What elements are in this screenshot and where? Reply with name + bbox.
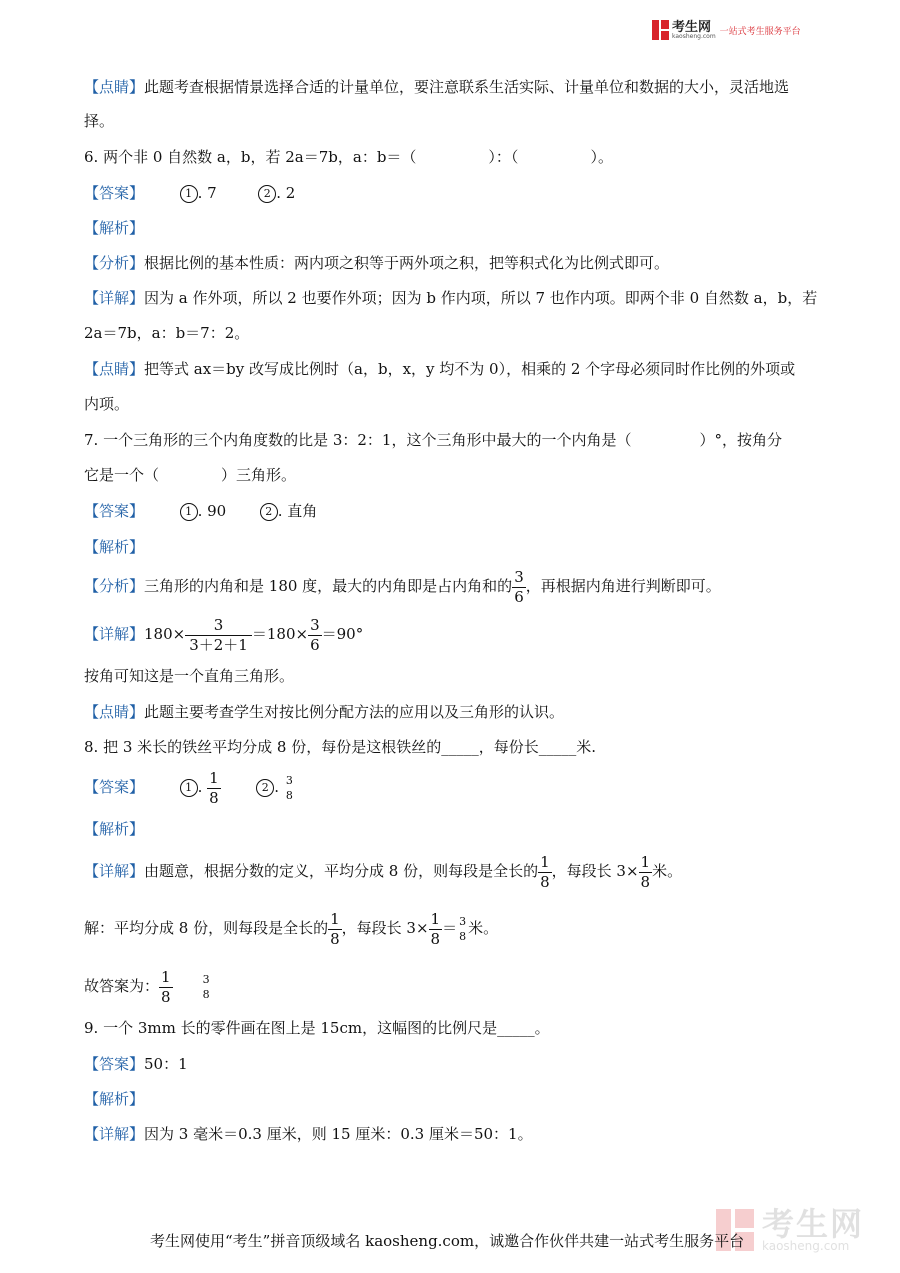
q9-answer: 【答案】50：1 xyxy=(84,1055,188,1073)
fraction: 3 8 xyxy=(285,774,293,802)
q7-jiexi-tag: 【解析】 xyxy=(84,538,145,556)
fraction: 3 8 xyxy=(459,915,467,943)
watermark-domain: kaosheng.com xyxy=(762,1239,850,1253)
fraction: $\frac{3}{3+2+1}$ xyxy=(185,618,252,653)
header-slogan: 一站式考生服务平台 xyxy=(719,26,801,37)
circled-number: 2 xyxy=(256,779,274,797)
q6-xiangjie-line2: 2a＝7b，a：b＝7：2。 xyxy=(84,324,250,342)
q6-question: 6. 两个非 0 自然数 a，b，若 2a＝7b，a：b＝（ ）：（ ）。 xyxy=(84,148,613,166)
q7-question-line1: 7. 一个三角形的三个内角度数的比是 3：2：1，这个三角形中最大的一个内角是（ ）°，按角分 xyxy=(84,431,782,449)
q9-question: 9. 一个 3mm 长的零件画在图上是 15cm，这幅图的比例尺是_____。 xyxy=(84,1019,550,1037)
q7-xiangjie-calc: 【详解】180× $\frac{3}{3+2+1}$ ＝180× $\frac{3}{6}$ ＝90° xyxy=(84,615,364,654)
dianjing-tag: 【点睛】 xyxy=(84,78,145,96)
q6-answer: 【答案】 1 . 7 2 . 2 xyxy=(84,184,296,202)
q8-question: 8. 把 3 米长的铁丝平均分成 8 份，每份是这根铁丝的_____，每份长_____米. xyxy=(84,738,597,756)
fraction: $\frac{3}{6}$ xyxy=(514,567,524,606)
fraction: $\frac{1}{8}$ xyxy=(161,967,171,1006)
circled-number: 1 xyxy=(180,779,198,797)
q9-jiexi-tag: 【解析】 xyxy=(84,1090,145,1108)
fraction: $\frac{1}{8}$ xyxy=(209,768,219,807)
q5-dianjing-line1 xyxy=(84,77,789,97)
q8-answer: 【答案】 1 . $\frac{1}{8}$ 2 . 3 8 xyxy=(84,768,293,807)
logo-name: 考生网 xyxy=(672,19,712,35)
q6-jiexi-tag: 【解析】 xyxy=(84,219,145,237)
q8-xiangjie: 【详解】由题意，根据分数的定义，平均分成 8 份，则每段是全长的 $\frac{1}{8}$ ，每段长 3× $\frac{1}{8}$ 米。 xyxy=(84,852,683,891)
page-footer: 考生网使用“考生”拼音顶级域名 kaosheng.com，诚邀合作伙伴共建一站式考生服务平台 xyxy=(150,1232,745,1250)
kaosheng-logo-icon xyxy=(652,20,669,40)
q6-xiangjie-line1: 【详解】因为 a 作外项，所以 2 也要作外项；因为 b 作内项，所以 7 也作内项。即两个非 0 自然数 a，b，若 xyxy=(84,289,818,307)
q6-dianjing-line1: 【点睛】把等式 ax＝by 改写成比例时（a，b，x，y 均不为 0），相乘的 2 个字母必须同时作比例的外项或 xyxy=(84,360,796,378)
circled-number: 1 xyxy=(180,503,198,521)
fraction: $\frac{1}{8}$ xyxy=(430,909,441,948)
dianjing-text: 此题考查根据情景选择合适的计量单位，要注意联系生活实际、计量单位和数据的大小，灵活地选 xyxy=(144,78,790,96)
q7-answer: 【答案】 1 . 90 2 . 直角 xyxy=(84,502,318,520)
circled-number: 2 xyxy=(258,185,276,203)
q6-dianjing-line2: 内项。 xyxy=(84,395,130,413)
q5-dianjing-line2: 择。 xyxy=(84,112,115,130)
q7-fenxi: 【分析】三角形的内角和是 180 度，最大的内角即是占内角和的 $\frac{3}{6}$ ，再根据内角进行判断即可。 xyxy=(84,567,721,606)
fraction: 3 8 xyxy=(202,973,210,1001)
q8-jiexi-tag: 【解析】 xyxy=(84,820,145,838)
q7-question-line2: 它是一个（ ）三角形。 xyxy=(84,466,297,484)
answer-tag: 【答案】 xyxy=(84,184,145,202)
fraction: $\frac{1}{8}$ xyxy=(640,852,651,891)
circled-number: 1 xyxy=(180,185,198,203)
fraction: $\frac{3}{6}$ xyxy=(310,615,320,654)
q6-fenxi: 【分析】根据比例的基本性质：两内项之积等于两外项之积，把等积式化为比例式即可。 xyxy=(84,254,670,272)
q8-final: 故答案为： $\frac{1}{8}$ 3 8 xyxy=(84,967,210,1006)
q9-xiangjie: 【详解】因为 3 毫米＝0.3 厘米，则 15 厘米：0.3 厘米＝50：1。 xyxy=(84,1125,533,1143)
q7-dianjing: 【点睛】此题主要考查学生对按比例分配方法的应用以及三角形的认识。 xyxy=(84,703,565,721)
fraction: $\frac{1}{8}$ xyxy=(330,909,340,948)
answer-tag: 【答案】 xyxy=(84,778,145,796)
answer-tag: 【答案】 xyxy=(84,1055,145,1073)
header-logo[interactable] xyxy=(652,20,801,40)
q7-conclusion: 按角可知这是一个直角三角形。 xyxy=(84,667,295,685)
fraction: $\frac{1}{8}$ xyxy=(540,852,550,891)
circled-number: 2 xyxy=(260,503,278,521)
watermark-name: 考生网 xyxy=(762,1205,865,1243)
answer-tag: 【答案】 xyxy=(84,502,145,520)
logo-domain: kaosheng.com xyxy=(672,32,716,40)
q8-solution: 解：平均分成 8 份，则每段是全长的 $\frac{1}{8}$ ，每段长 3× $\frac{1}{8}$ ＝ 3 8 米。 xyxy=(84,909,499,948)
